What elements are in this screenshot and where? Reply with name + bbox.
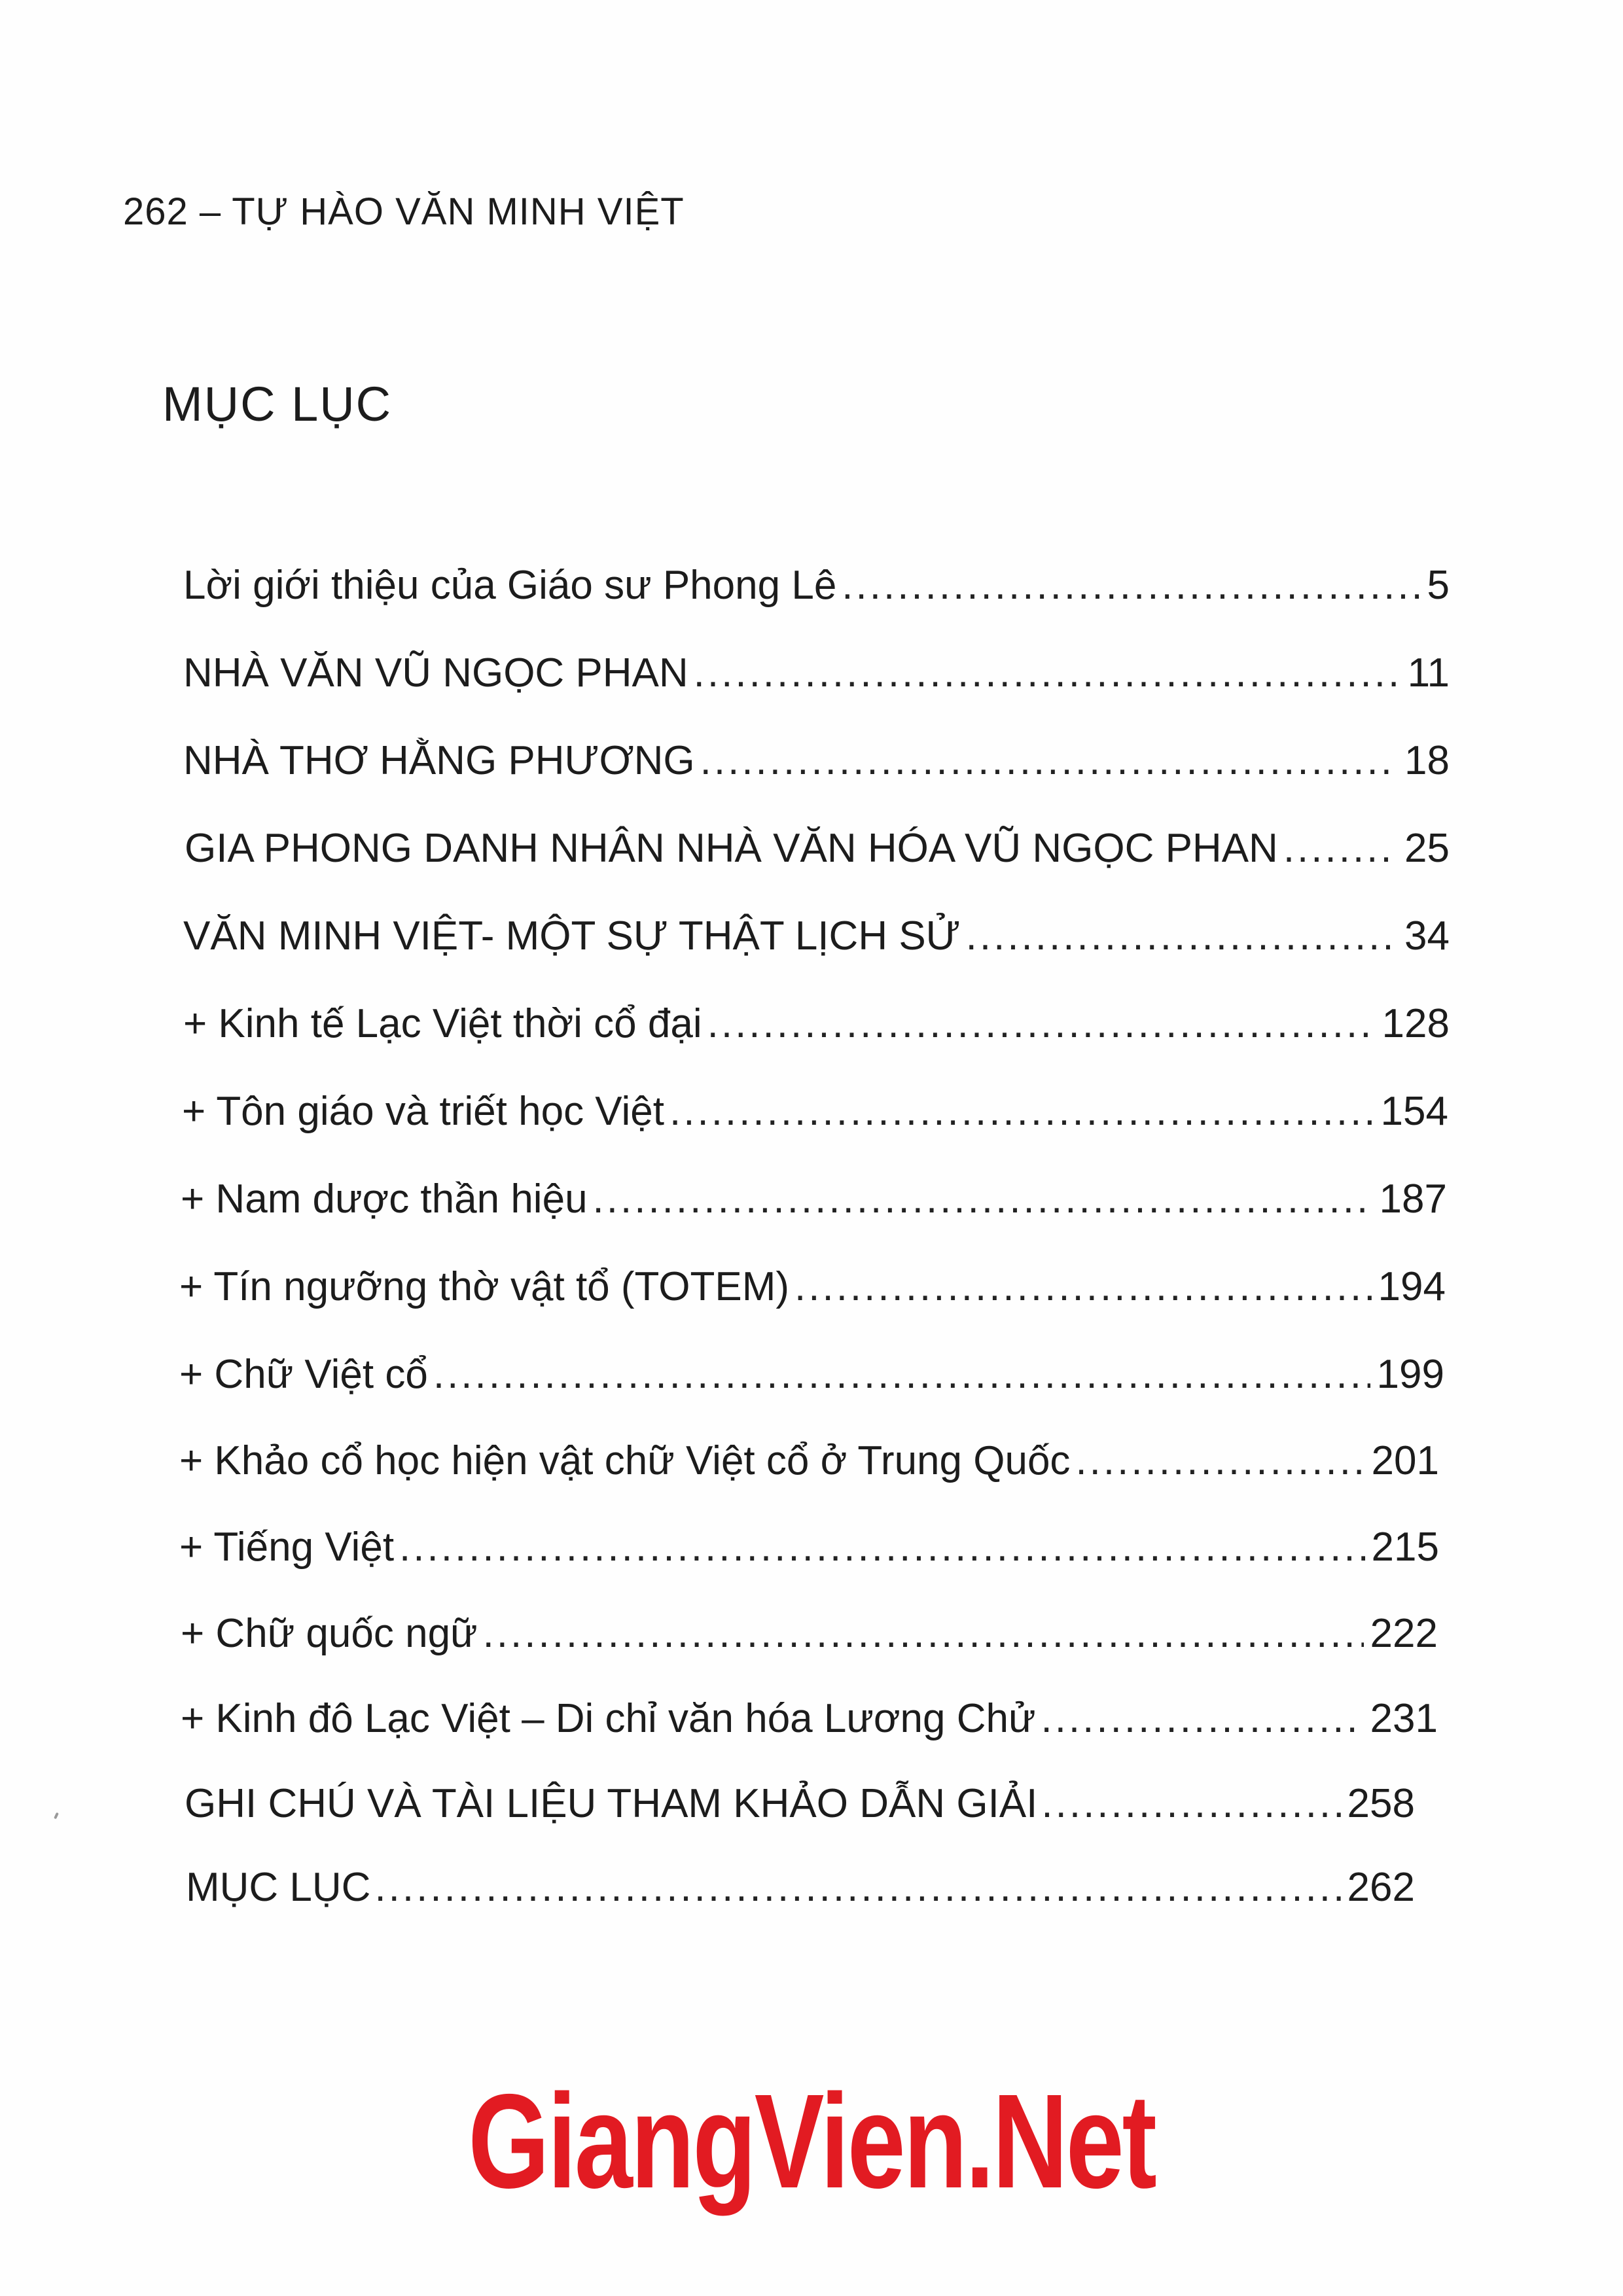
toc-entry-page: 154 [1380,1089,1448,1134]
toc-entry-title: Lời giới thiệu của Giáo sư Phong Lê [183,563,837,608]
toc-entry-page: 187 [1379,1176,1447,1222]
toc-entry[interactable] [183,737,1450,785]
dot-leader [794,1263,1372,1311]
toc-entry[interactable] [181,1695,1438,1743]
toc-entry[interactable] [179,1523,1439,1572]
dot-leader [694,649,1401,698]
watermark-logo: GiangVien.Net [468,2066,1155,2216]
toc-entry-page: 34 [1404,913,1450,959]
toc-entry[interactable] [179,1437,1439,1485]
toc-entry-title: VĂN MINH VIỆT- MỘT SỰ THẬT LỊCH SỬ [183,913,961,959]
toc-title: MỤC LỤC [162,377,393,431]
toc-entry-title: + Chữ Việt cổ [179,1352,428,1397]
dot-leader [707,1000,1376,1048]
toc-entry[interactable] [186,1863,1415,1912]
dot-leader [966,912,1398,961]
dot-leader [669,1087,1374,1136]
toc-entry-title: + Nam dược thần hiệu [181,1176,588,1222]
toc-entry[interactable] [183,912,1450,961]
toc-entry[interactable] [179,1351,1444,1399]
toc-entry[interactable] [183,561,1450,610]
toc-entry-page: 231 [1370,1696,1438,1741]
toc-entry-page: 258 [1347,1781,1415,1826]
dot-leader [700,737,1398,785]
toc-entry[interactable] [179,1263,1446,1311]
toc-entry-page: 194 [1378,1264,1446,1309]
toc-entry-title: NHÀ VĂN VŨ NGỌC PHAN [183,650,688,696]
dot-leader [1283,824,1398,873]
toc-entry-page: 222 [1370,1611,1438,1656]
toc-entry-page: 201 [1371,1438,1439,1483]
toc-entry[interactable] [181,1610,1438,1658]
toc-entry-title: + Chữ quốc ngữ [181,1611,478,1656]
toc-entry[interactable] [185,1780,1415,1828]
toc-entry-title: GHI CHÚ VÀ TÀI LIỆU THAM KHẢO DẪN GIẢI [185,1781,1038,1826]
toc-entry[interactable] [183,649,1450,698]
toc-entry-title: NHÀ THƠ HẰNG PHƯƠNG [183,738,695,783]
toc-entry-page: 25 [1404,826,1450,871]
toc-entry-page: 11 [1407,650,1450,696]
toc-entry-title: + Tôn giáo và triết học Việt [182,1089,665,1134]
dot-leader [593,1175,1373,1224]
dot-leader [1075,1437,1364,1485]
toc-entry[interactable] [181,1175,1447,1224]
toc-entry-page: 199 [1376,1352,1444,1397]
dot-leader [483,1610,1364,1658]
toc-entry-title: + Khảo cổ học hiện vật chữ Việt cổ ở Trung Quốc [179,1438,1071,1483]
dot-leader [1041,1695,1363,1743]
dot-leader [374,1863,1347,1912]
toc-entry-page: 215 [1371,1525,1439,1570]
toc-entry-page: 262 [1347,1865,1415,1910]
dot-leader [842,561,1420,610]
toc-entry[interactable] [182,1087,1448,1136]
dot-leader [1041,1780,1347,1828]
toc-entry-title: + Kinh đô Lạc Việt – Di chỉ văn hóa Lương Chử [181,1696,1036,1741]
toc-entry-page: 5 [1427,563,1450,608]
toc-entry-title: MỤC LỤC [186,1865,371,1910]
toc-entry-page: 128 [1382,1001,1450,1046]
toc-entry[interactable] [183,1000,1450,1048]
dot-leader [433,1351,1370,1399]
toc-entry-title: + Tín ngưỡng thờ vật tổ (TOTEM) [179,1264,790,1309]
running-header: 262 – TỰ HÀO VĂN MINH VIỆT [123,190,685,233]
toc-entry-title: GIA PHONG DANH NHÂN NHÀ VĂN HÓA VŨ NGỌC PHAN [185,826,1278,871]
toc-entry-page: 18 [1404,738,1450,783]
dot-leader [399,1523,1365,1572]
toc-entry-title: + Kinh tế Lạc Việt thời cổ đại [183,1001,702,1046]
toc-entry[interactable] [185,824,1450,873]
toc-entry-title: + Tiếng Việt [179,1525,395,1570]
